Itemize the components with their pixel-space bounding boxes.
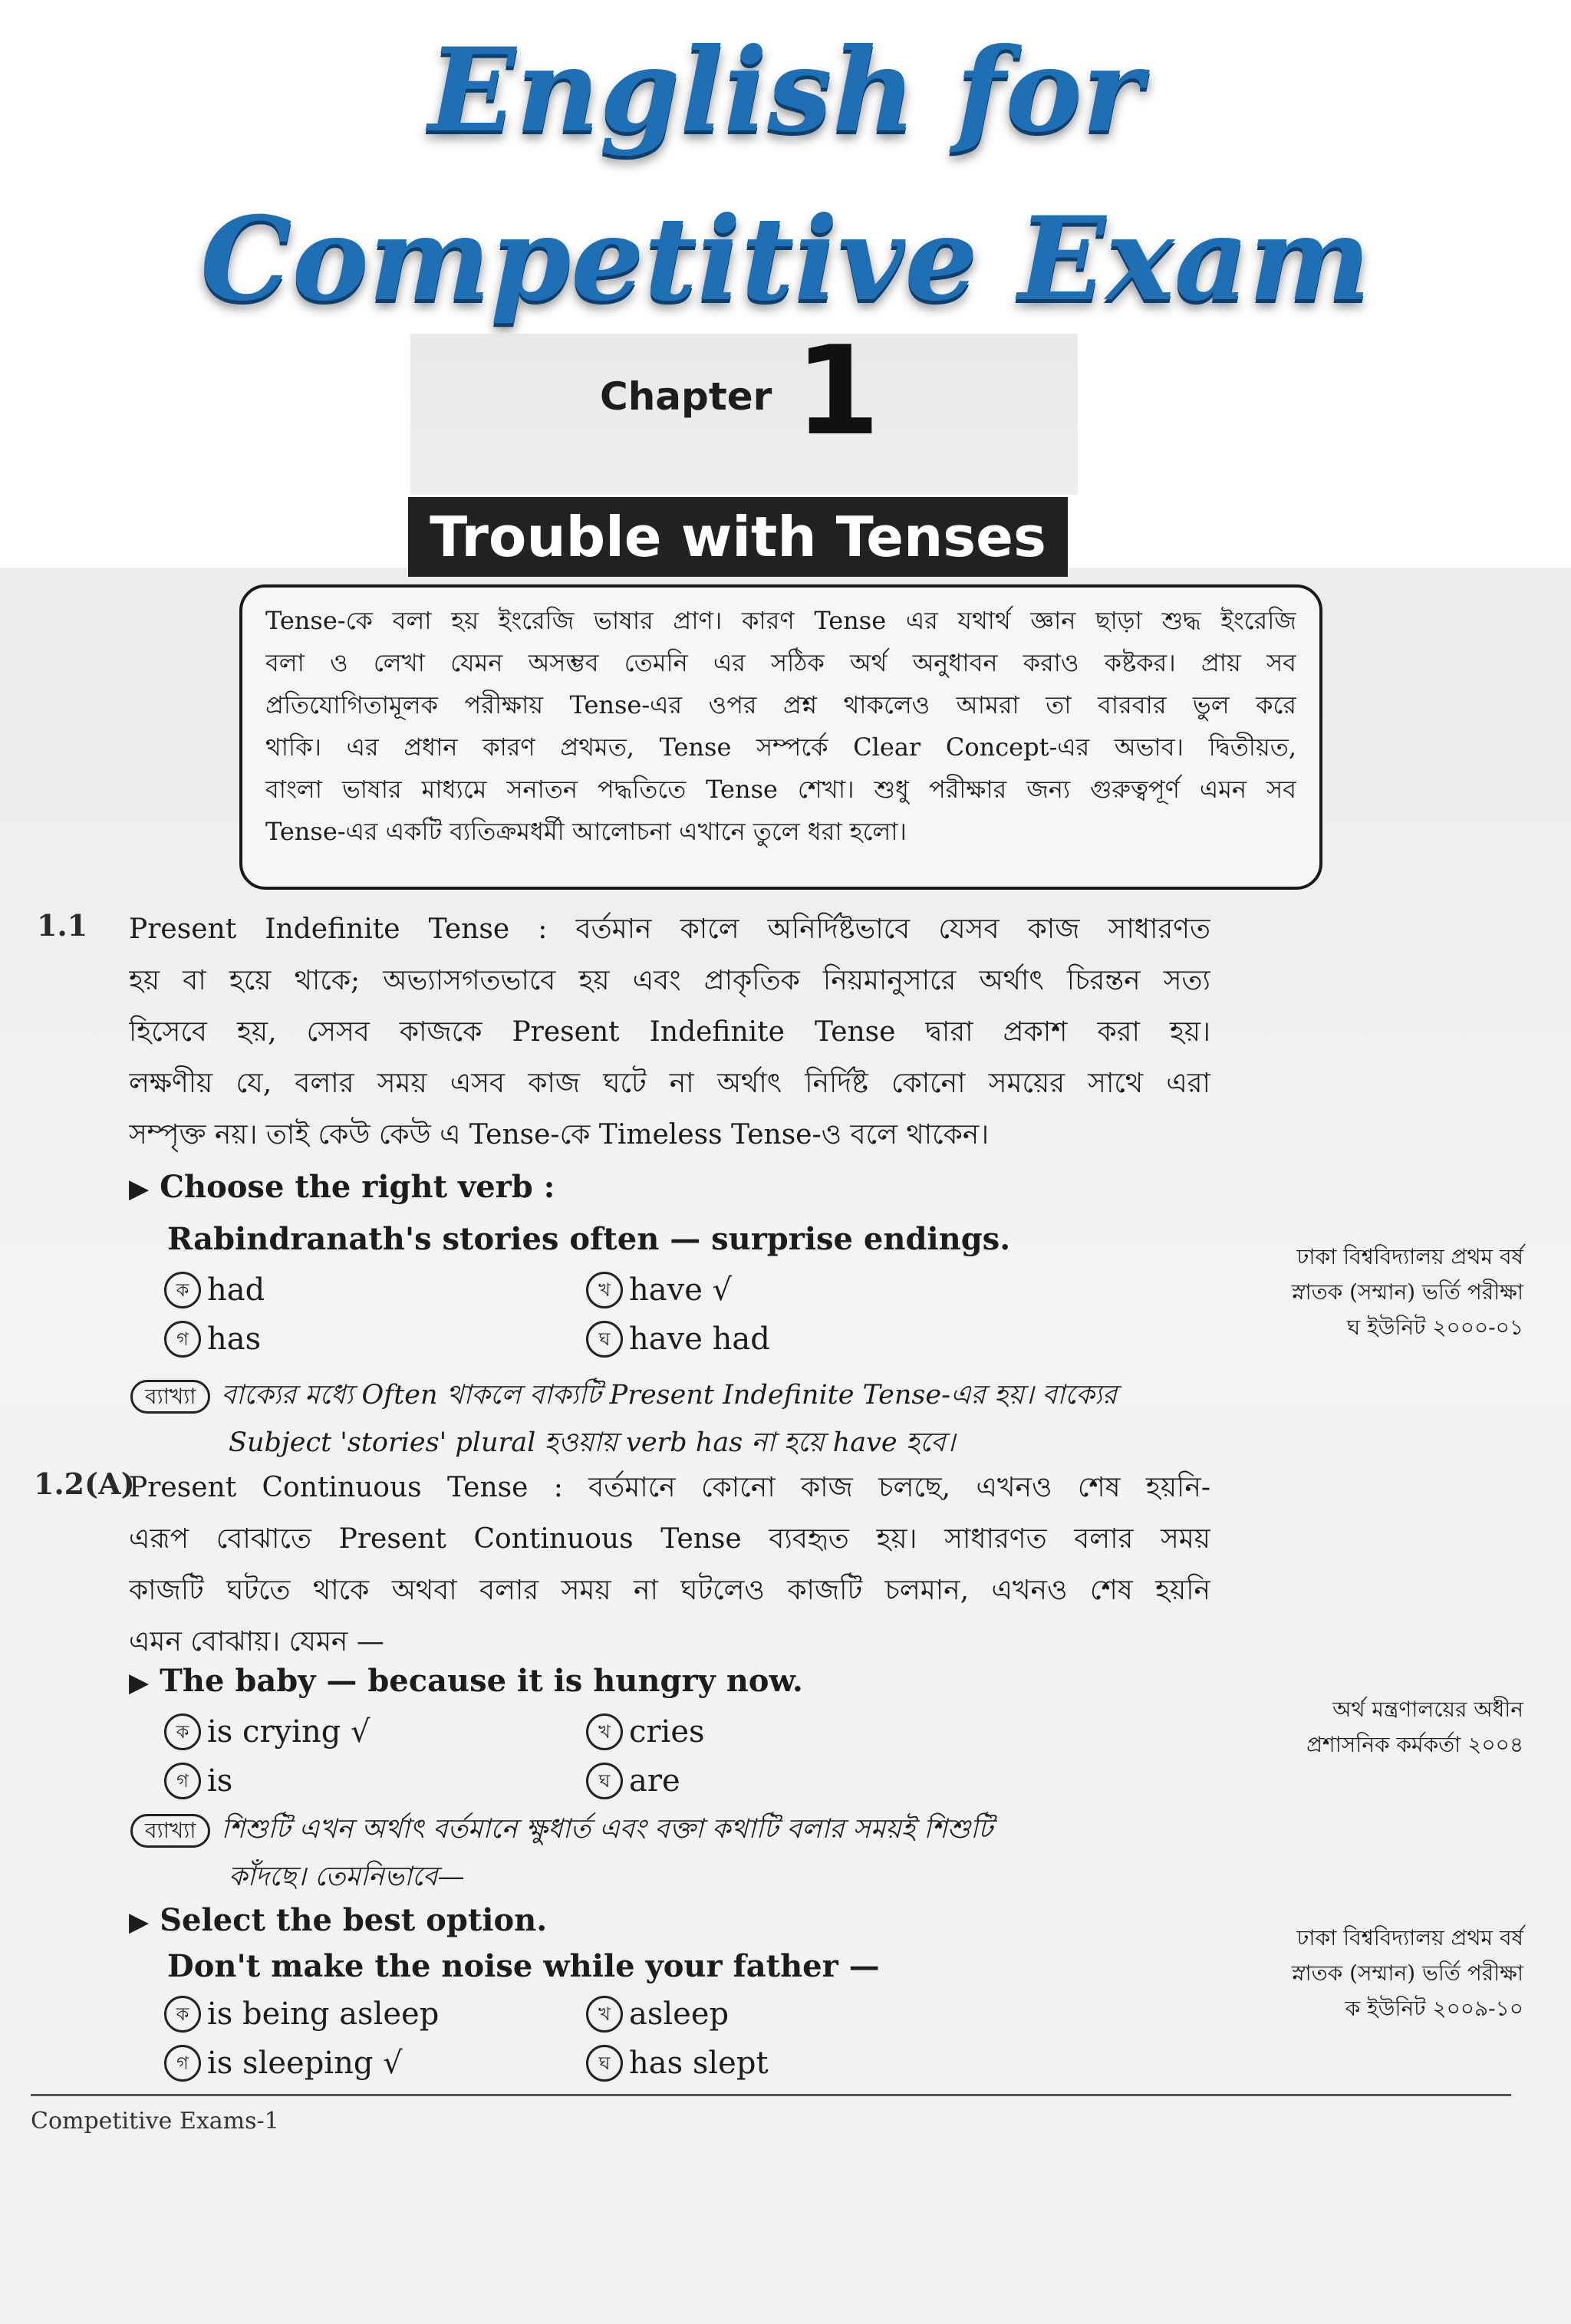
option-marker: গ: [164, 1763, 201, 1799]
section-paragraph: [129, 904, 1210, 1160]
source-line: স্নাতক (সম্মান) ভর্তি পরীক্ষা: [1291, 1279, 1523, 1305]
option-text: is sleeping √: [207, 2046, 403, 2081]
option-text: had: [207, 1272, 265, 1308]
option-marker: ঘ: [586, 1763, 623, 1799]
paragraph-line: হিসেবে হয়, সেসব কাজকে Present Indefinite Tense দ্বারা প্রকাশ করা হয়।: [129, 1016, 1210, 1048]
option-ka: [164, 1713, 371, 1750]
paragraph-line: কাজটি ঘটতে থাকে অথবা বলার সময় না ঘটলেও কাজটি চলমান, এখনও শেষ হয়নি: [129, 1575, 1210, 1606]
question-instruction: [129, 1169, 555, 1205]
instruction-text: Choose the right verb :: [160, 1169, 555, 1205]
paragraph-line: হয় বা হয়ে থাকে; অভ্যাসগতভাবে হয় এবং প্রাকৃতিক নিয়মানুসারে অর্থাৎ চিরন্তন সত্য: [129, 965, 1210, 996]
intro-line: থাকি। এর প্রধান কারণ প্রথমত, Tense সম্পর্কে Clear Concept-এর অভাব। দ্বিতীয়ত,: [265, 732, 1296, 762]
option-kha: [586, 1272, 732, 1308]
intro-line: Tense-এর একটি ব্যতিক্রমধর্মী আলোচনা এখানে তুলে ধরা হলো।: [265, 817, 907, 846]
section-number: 1.1: [37, 908, 88, 943]
option-kha: [586, 1996, 729, 2033]
option-marker: ক: [164, 1996, 201, 2033]
option-text: asleep: [629, 1996, 730, 2032]
option-marker: খ: [586, 1272, 623, 1308]
option-text: has: [207, 1322, 262, 1357]
option-marker: ঘ: [586, 1321, 623, 1358]
book-title-line-1: English for: [428, 23, 1143, 158]
option-marker: ক: [164, 1713, 201, 1750]
source-line: ঘ ইউনিট ২০০০-০১: [1346, 1315, 1523, 1340]
option-marker: ক: [164, 1272, 201, 1308]
option-marker: ঘ: [586, 2045, 623, 2082]
option-ka: [164, 1272, 265, 1308]
exam-source: [1292, 1921, 1523, 2026]
option-ga: [164, 1321, 261, 1358]
option-gha: [586, 1763, 680, 1799]
source-line: ঢাকা বিশ্ববিদ্যালয় প্রথম বর্ষ: [1296, 1925, 1523, 1950]
arrow-icon: ▶: [129, 1667, 150, 1698]
chapter-title-banner: Trouble with Tenses: [408, 497, 1068, 577]
explanation-text: বাক্যের মধ্যে Often থাকলে বাক্যটি Present Indefinite Tense-এর হয়। বাক্যের: [221, 1380, 1118, 1411]
source-line: ক ইউনিট ২০০৯-১০: [1345, 1996, 1523, 2021]
explanation-tag: ব্যাখ্যা: [130, 1380, 210, 1414]
question-stem: Don't make the noise while your father —: [167, 1948, 880, 1984]
option-marker: গ: [164, 1321, 201, 1358]
paragraph-line: লক্ষণীয় যে, বলার সময় এসব কাজ ঘটে না অর্থাৎ নির্দিষ্ট কোনো সময়ের সাথে এরা: [129, 1068, 1210, 1099]
option-ga: [164, 2045, 403, 2082]
intro-line: বাংলা ভাষার মাধ্যমে সনাতন পদ্ধতিতে Tense শেখা। শুধু পরীক্ষার জন্য গুরুত্বপূর্ণ এমন সব: [265, 775, 1296, 804]
question-stem: [129, 1663, 803, 1699]
option-text: are: [629, 1763, 680, 1799]
intro-box: [239, 584, 1322, 890]
paragraph-line: Present Continuous Tense : বর্তমানে কোনো কাজ চলছে, এখনও শেষ হয়নি-: [129, 1472, 1210, 1503]
arrow-icon: ▶: [129, 1907, 150, 1937]
paragraph-line: সম্পৃক্ত নয়। তাই কেউ কেউ এ Tense-কে Timeless Tense-ও বলে থাকেন।: [129, 1119, 990, 1150]
option-marker: গ: [164, 2045, 201, 2082]
explanation: [130, 1806, 1235, 1901]
explanation-text: কাঁদছে। তেমনিভাবে—: [229, 1862, 465, 1892]
option-ga: [164, 1763, 232, 1799]
option-gha: [586, 1321, 770, 1358]
source-line: স্নাতক (সম্মান) ভর্তি পরীক্ষা: [1291, 1960, 1523, 1986]
option-text: has slept: [629, 2046, 769, 2081]
footer-divider: [31, 2094, 1511, 2096]
option-marker: খ: [586, 1996, 623, 2033]
option-marker: খ: [586, 1713, 623, 1750]
source-line: অর্থ মন্ত্রণালয়ের অধীন: [1332, 1697, 1523, 1722]
instruction-text: Select the best option.: [160, 1902, 548, 1938]
paragraph-line: এরূপ বোঝাতে Present Continuous Tense ব্যবহৃত হয়। সাধারণত বলার সময়: [129, 1523, 1210, 1555]
section-paragraph: [129, 1462, 1210, 1667]
option-text: is crying √: [207, 1714, 371, 1750]
explanation-text: Subject 'stories' plural হওয়ায় verb has না হয়ে have হবে।: [229, 1427, 956, 1458]
explanation-text: শিশুটি এখন অর্থাৎ বর্তমানে ক্ষুধার্ত এবং বক্তা কথাটি বলার সময়ই শিশুটি: [221, 1814, 993, 1845]
option-text: cries: [629, 1714, 705, 1750]
exam-source: [1306, 1692, 1523, 1763]
option-kha: [586, 1713, 705, 1750]
option-text: have √: [629, 1272, 733, 1308]
section-number: 1.2(A): [34, 1466, 135, 1501]
source-line: ঢাকা বিশ্ববিদ্যালয় প্রথম বর্ষ: [1296, 1244, 1523, 1269]
book-title-line-2: Competitive Exam: [200, 192, 1371, 327]
intro-line: Tense-কে বলা হয় ইংরেজি ভাষার প্রাণ। কারণ Tense এর যথার্থ জ্ঞান ছাড়া শুদ্ধ ইংরেজি: [265, 606, 1296, 635]
question-instruction: [129, 1902, 547, 1938]
option-gha: [586, 2045, 769, 2082]
paragraph-line: Present Indefinite Tense : বর্তমান কালে অনির্দিষ্টভাবে যেসব কাজ সাধারণত: [129, 913, 1210, 945]
chapter-label: Chapter: [600, 374, 772, 419]
chapter-number: 1: [795, 319, 881, 462]
paragraph-line: এমন বোঝায়। যেমন —: [129, 1626, 384, 1657]
intro-line: বলা ও লেখা যেমন অসম্ভব তেমনি এর সঠিক অর্থ অনুধাবন করাও কষ্টকর। প্রায় সব: [265, 648, 1296, 677]
explanation-tag: ব্যাখ্যা: [130, 1814, 210, 1848]
option-text: is: [207, 1763, 233, 1799]
option-ka: [164, 1996, 439, 2033]
intro-line: প্রতিযোগিতামূলক পরীক্ষায় Tense-এর ওপর প্রশ্ন থাকলেও আমরা তা বারবার ভুল করে: [265, 690, 1296, 719]
arrow-icon: ▶: [129, 1174, 150, 1204]
source-line: প্রশাসনিক কর্মকর্তা ২০০৪: [1306, 1732, 1523, 1757]
question-stem: Rabindranath's stories often — surprise endings.: [167, 1221, 1011, 1257]
page-footer: Competitive Exams-1: [31, 2108, 279, 2135]
exam-source: [1292, 1239, 1523, 1345]
stem-text: The baby — because it is hungry now.: [160, 1663, 803, 1699]
option-text: have had: [629, 1322, 770, 1357]
explanation: [130, 1371, 1235, 1466]
option-text: is being asleep: [207, 1996, 440, 2032]
